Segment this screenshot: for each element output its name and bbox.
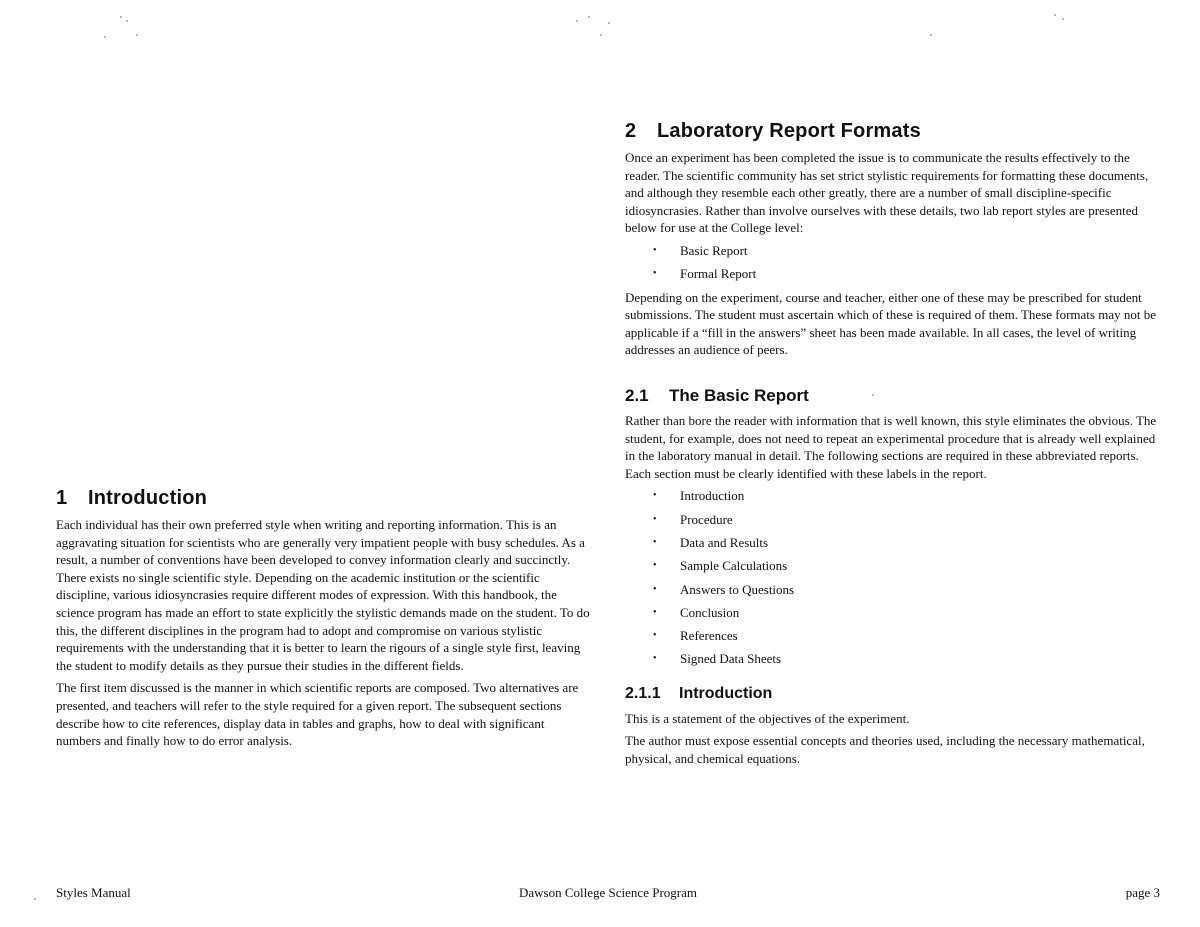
left-column — [56, 486, 590, 755]
basic-report-sections-list — [625, 487, 1163, 667]
bullet-icon: • — [653, 268, 657, 280]
section-2-number: 2 — [625, 120, 637, 142]
scan-speck — [120, 16, 122, 18]
scan-speck — [608, 22, 610, 24]
list-item-text: Basic Report — [680, 242, 748, 258]
list-item — [625, 242, 1163, 259]
section-1-paragraph-2: The first item discussed is the manner in which scientific reports are composed. Two alternatives are presented, and teachers will refer to the style required for a given report. The subsequent sections describe how to cite references, display data in tables and graphs, how to deal with significant numbers and finally how to do error analysis. — [56, 680, 579, 749]
page-footer — [56, 885, 1160, 905]
scan-speck — [930, 34, 932, 36]
section-2-1-paragraph: Rather than bore the reader with information that is well known, this style eliminates the obvious. The student, for example, does not need to repeat an experimental procedure that is already well explained in the laboratory manual in detail. The following sections are required in these abbreviated reports. Each section must be clearly identified with these labels in the report. — [625, 412, 1157, 481]
section-2-1-1-paragraph-2: The author must expose essential concepts and theories used, including the necessary mathematical, physical, and chemical equations. — [625, 733, 1145, 766]
scan-speck — [588, 16, 590, 18]
section-2-1-1-heading — [625, 684, 1163, 704]
list-item-text: Procedure — [680, 511, 733, 527]
section-2-intro: Once an experiment has been completed the issue is to communicate the results effectively to the reader. The scientific community has set strict stylistic requirements for formatting these documents, and although they resemble each other greatly, there are a number of small discipline-specific idiosyncrasies. Rather than involve ourselves with these details, two lab report styles are presented below for use at the College level: — [625, 150, 1149, 236]
section-2-1-1-number: 2.1.1 — [625, 684, 661, 702]
list-item-text: Formal Report — [680, 266, 757, 282]
section-1-number: 1 — [56, 487, 68, 509]
scan-speck — [34, 898, 36, 900]
scan-speck — [1054, 14, 1056, 16]
report-styles-list — [625, 242, 1163, 282]
list-item-text: Data and Results — [680, 534, 769, 550]
scan-speck — [600, 34, 602, 36]
section-2-1-number: 2.1 — [625, 385, 649, 405]
list-item — [625, 265, 1163, 282]
list-item-text: Introduction — [680, 488, 745, 504]
list-item-text: Answers to Questions — [680, 581, 795, 597]
list-item-text: Sample Calculations — [680, 558, 788, 574]
bullet-icon: • — [653, 244, 657, 256]
footer-page-number: page 3 — [1125, 885, 1160, 900]
list-item — [625, 650, 1163, 667]
bullet-icon: • — [653, 653, 657, 665]
right-column — [625, 119, 1163, 772]
footer-program-name: Dawson College Science Program — [519, 885, 697, 900]
section-2-after-list: Depending on the experiment, course and teacher, either one of these may be prescribed for student submissions. The student must ascertain which of these is required of them. These formats may not be applicable if a “fill in the answers” sheet has been made available. In all cases, the level of writing addresses an audience of peers. — [625, 289, 1156, 358]
bullet-icon: • — [653, 606, 657, 618]
section-2-title: Laboratory Report Formats — [657, 120, 921, 142]
list-item — [625, 604, 1163, 621]
scan-speck — [126, 20, 128, 22]
bullet-icon: • — [653, 536, 657, 548]
scan-speck — [1062, 18, 1064, 20]
section-1-paragraph-1: Each individual has their own preferred style when writing and reporting information. This is an aggravating situation for scientists who are generally very impatient people with busy schedules. As a result, a number of conventions have been developed to convey information clearly and succinctly. There exists no single scientific style. Depending on the academic institution or the scientific discipline, various idiosyncrasies require different modes of expression. With this handbook, the science program has made an effort to state explicitly the stylistic demands made on the student. To do this, the different disciplines in the program had to adopt and compromise on various stylistic requirements with the understanding that it is better to learn the rigours of a single style first, leaving the student to modify details as they pursue their studies in the different fields. — [56, 517, 590, 673]
footer-manual-title: Styles Manual — [56, 885, 131, 900]
section-2-1-heading — [625, 385, 1163, 407]
scan-speck — [136, 34, 138, 36]
list-item-text: Conclusion — [680, 604, 740, 620]
list-item-text: References — [680, 628, 738, 644]
list-item — [625, 557, 1163, 574]
section-2-1-title: The Basic Report — [669, 385, 809, 405]
bullet-icon: • — [653, 560, 657, 572]
list-item — [625, 487, 1163, 504]
list-item — [625, 534, 1163, 551]
bullet-icon: • — [653, 630, 657, 642]
list-item — [625, 627, 1163, 644]
scan-speck — [576, 20, 578, 22]
bullet-icon: • — [653, 490, 657, 502]
section-2-1-1-paragraph-1: This is a statement of the objectives of the experiment. — [625, 710, 910, 726]
scan-speck — [104, 36, 106, 38]
bullet-icon: • — [653, 513, 657, 525]
section-1-heading — [56, 486, 590, 510]
section-2-heading — [625, 119, 1163, 143]
list-item-text: Signed Data Sheets — [680, 651, 782, 667]
section-2-1-1-title: Introduction — [679, 684, 773, 702]
bullet-icon: • — [653, 583, 657, 595]
section-1-title: Introduction — [88, 487, 208, 509]
list-item — [625, 581, 1163, 598]
list-item — [625, 511, 1163, 528]
